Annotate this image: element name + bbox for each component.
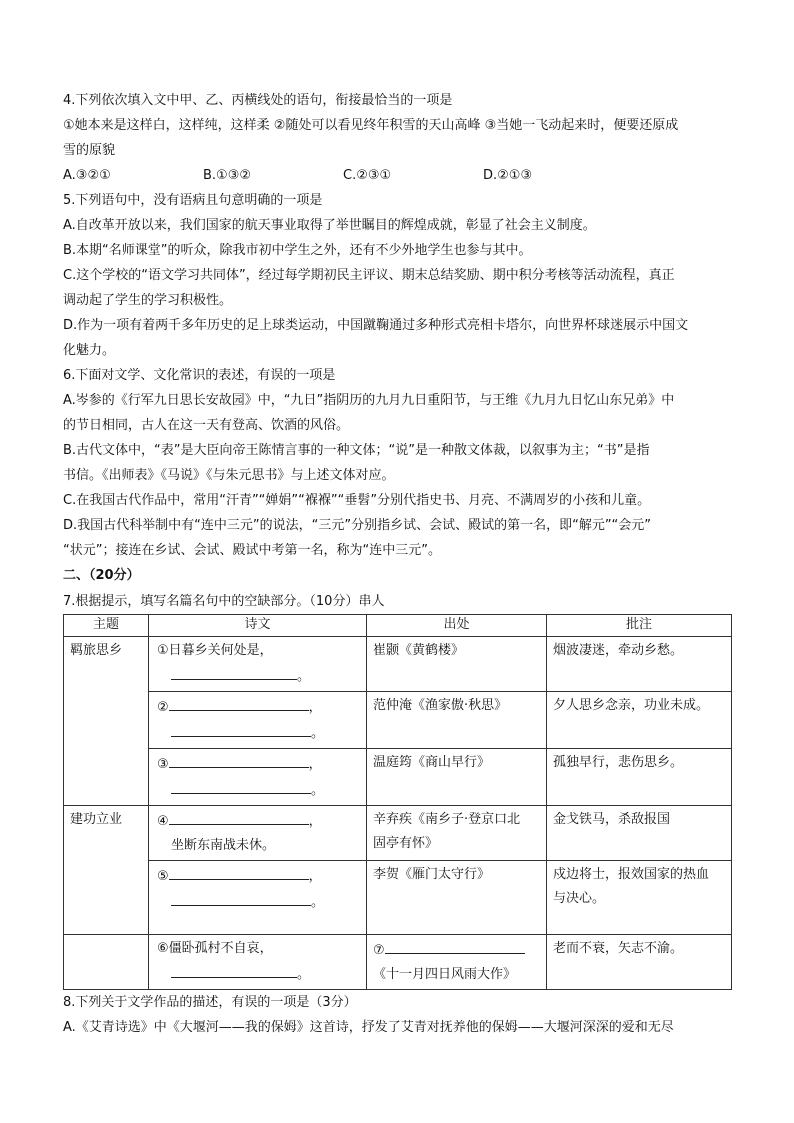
q5-option-c[interactable]: C.这个学校的“语文学习共同体”，经过每学期初民主评议、期末总结奖励、期中积分考核等活动流程，真正 — [63, 268, 675, 283]
q5-option-d-cont: 化魅力。 — [63, 343, 116, 358]
source-cell: 温庭筠《商山早行》 — [367, 749, 547, 806]
answer-blank[interactable] — [171, 663, 297, 680]
q4-options — [63, 163, 733, 188]
table-row — [64, 637, 732, 692]
note-cell: 金戈铁马，杀敌报国 — [547, 806, 732, 861]
q5-option-a[interactable]: A.自改革开放以来，我们国家的航天事业取得了举世瞩目的辉煌成就，彰显了社会主义制度。 — [63, 218, 596, 233]
table-row — [64, 935, 732, 990]
q6-option-d[interactable]: D.我国古代科举制中有“连中三元”的说法，“三元”分别指乡试、会试、殿试的第一名，即“解元”“会元” — [63, 518, 652, 533]
exam-page — [63, 88, 733, 1040]
source-cell: ⑦ 《十一月四日风雨大作》 — [367, 935, 547, 990]
q6-option-b-cont: 书信。《出师表》《马说》《与朱元思书》与上述文体对应。 — [63, 468, 395, 483]
q7-stem: 7.根据提示，填写名篇名句中的空缺部分。（10分）串人 — [63, 594, 385, 609]
answer-blank[interactable] — [169, 863, 309, 880]
verse-line: ①日暮乡关何处是， — [157, 643, 273, 658]
answer-blank[interactable] — [171, 961, 297, 978]
verse-line: ④ ， — [157, 808, 360, 834]
section-heading: 二、（20分） — [63, 568, 140, 583]
q5-option-c-cont: 调动起了学生的学习积极性。 — [63, 293, 233, 308]
answer-blank[interactable] — [169, 808, 309, 825]
q4-option-d[interactable]: D.②①③ — [483, 168, 533, 183]
verse-cell — [149, 637, 367, 692]
q4-option-c[interactable]: C.②③① — [343, 168, 392, 183]
q4-option-a[interactable]: A.③②① — [63, 168, 111, 183]
verse-line: 。 — [157, 889, 360, 915]
verse-line: 坐断东南战未休。 — [171, 838, 276, 853]
table-row — [64, 749, 732, 806]
q6-option-c[interactable]: C.在我国古代作品中，常用“汗青”“婵娟”“褓褓”“垂髫”分别代指史书、月亮、不满周岁的小孩和儿童。 — [63, 493, 651, 508]
note-cell: 老而不衰，矢志不渝。 — [547, 935, 732, 990]
q6-option-d-cont: “状元”；接连在乡试、会试、殿试中考第一名，称为“连中三元”。 — [63, 543, 441, 558]
table-row — [64, 806, 732, 861]
q4-option-b[interactable]: B.①③② — [203, 168, 252, 183]
table-row — [64, 692, 732, 749]
theme-cell-empty — [64, 935, 149, 990]
q5-option-b[interactable]: B.本期“名师课堂”的听众，除我市初中学生之外，还有不少外地学生也参与其中。 — [63, 243, 532, 258]
verse-cell — [149, 692, 367, 749]
header-source: 出处 — [367, 615, 547, 637]
q5-option-d[interactable]: D.作为一项有着两千多年历史的足上球类运动，中国蹴鞠通过多种形式亮相卡塔尔，向世界杯球迷展示中国文 — [63, 318, 689, 333]
q6-option-b[interactable]: B.古代文体中，“表”是大臣向帝王陈情言事的一种文体；“说”是一种散文体裁，以叙事为主；“书”是指 — [63, 443, 650, 458]
note-cell: 戍边将士，报效国家的热血 与决心。 — [547, 861, 732, 935]
q4-stem: 4.下列依次填入文中甲、乙、丙横线处的语句，衔接最恰当的一项是 — [63, 93, 453, 108]
verse-line: 。 — [157, 961, 360, 987]
table-header-row — [64, 615, 732, 637]
answer-blank[interactable] — [171, 720, 311, 737]
verse-line: ③ ， — [157, 751, 360, 777]
verse-line: ② ， — [157, 694, 360, 720]
note-cell: 烟波凄迷，牵动乡愁。 — [547, 637, 732, 692]
verse-line: 。 — [157, 777, 360, 803]
verse-line: 。 — [157, 663, 360, 689]
header-theme: 主题 — [64, 615, 149, 637]
note-cell: 夕人思乡念亲，功业未成。 — [547, 692, 732, 749]
verse-line: ⑤ ， — [157, 863, 360, 889]
theme-cell: 羁旅思乡 — [64, 637, 149, 806]
answer-blank[interactable] — [385, 937, 525, 954]
verse-line: 。 — [157, 720, 360, 746]
q8-option-a[interactable]: A.《艾青诗选》中《大堰河——我的保姆》这首诗，抒发了艾青对抚养他的保姆——大堰河深深的爱和无尽 — [63, 1020, 674, 1035]
answer-blank[interactable] — [169, 694, 309, 711]
header-poem: 诗文 — [149, 615, 367, 637]
q6-option-a[interactable]: A.岑参的《行军九日思长安故园》中，“九日”指阴历的九月九日重阳节，与王维《九月九日忆山东兄弟》中 — [63, 393, 675, 408]
q4-text-line: ①她本来是这样白，这样纯，这样柔 ②随处可以看见终年积雪的天山高峰 ③当她一飞动起来时，便要还原成 — [63, 118, 679, 133]
verse-cell — [149, 806, 367, 861]
poem-fill-table — [63, 614, 732, 990]
q6-stem: 6.下面对文学、文化常识的表述，有误的一项是 — [63, 368, 336, 383]
source-cell: 范仲淹《渔家傲·秋思》 — [367, 692, 547, 749]
source-cell: 李贺《雁门太守行》 — [367, 861, 547, 935]
verse-cell — [149, 935, 367, 990]
q4-text-line: 雪的原貌 — [63, 143, 116, 158]
answer-blank[interactable] — [169, 751, 309, 768]
header-note: 批注 — [547, 615, 732, 637]
q6-option-a-cont: 的节日相同，古人在这一天有登高、饮酒的风俗。 — [63, 418, 350, 433]
table-row — [64, 861, 732, 935]
theme-cell: 建功立业 — [64, 806, 149, 935]
verse-cell — [149, 749, 367, 806]
answer-blank[interactable] — [171, 889, 311, 906]
verse-cell — [149, 861, 367, 935]
answer-blank[interactable] — [171, 777, 311, 794]
q5-stem: 5.下列语句中，没有语病且句意明确的一项是 — [63, 193, 323, 208]
source-cell: 崔颢《黄鹤楼》 — [367, 637, 547, 692]
source-cell: 辛弃疾《南乡子·登京口北 固亭有怀》 — [367, 806, 547, 861]
note-cell: 孤独早行，悲伤思乡。 — [547, 749, 732, 806]
q8-stem: 8.下列关于文学作品的描述，有误的一项是（3分） — [63, 995, 357, 1010]
verse-line: ⑥僵卧孤村不自哀， — [157, 941, 273, 956]
